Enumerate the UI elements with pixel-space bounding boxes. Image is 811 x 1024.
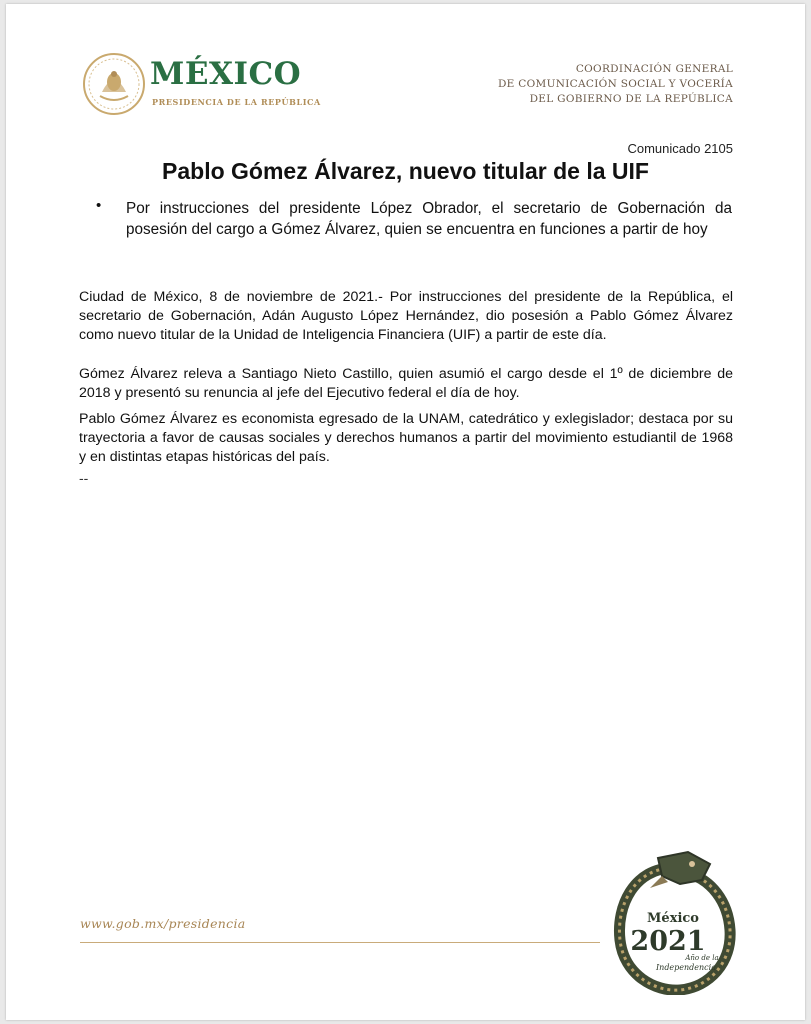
summary-bullet: Por instrucciones del presidente López Obrador, el secretario de Gobernación da posesión del cargo a Gómez Álvarez, quien se encuentra en funciones a partir de hoy <box>126 200 732 238</box>
logo-wordmark: MÉXICO <box>150 56 302 92</box>
footer-divider <box>80 942 600 943</box>
coordination-line: DEL GOBIERNO DE LA REPÚBLICA <box>529 93 733 105</box>
coordination-line: COORDINACIÓN GENERAL <box>575 63 733 75</box>
emblem-motto-2: Independencia <box>656 963 716 972</box>
footer-url: www.gob.mx/presidencia <box>80 916 246 931</box>
document-title: Pablo Gómez Álvarez, nuevo titular de la UIF <box>162 158 649 184</box>
comunicado-number: Comunicado 2105 <box>627 141 733 156</box>
mexico-2021-emblem <box>610 850 736 995</box>
mexico-coat-of-arms-icon <box>82 52 146 116</box>
body-paragraph: Ciudad de México, 8 de noviembre de 2021.- Por instrucciones del presidente de la República, el secretario de Gobernación, Adán Augusto López Hernández, dio posesión a Pablo Gómez Álvarez como nuevo titular de la Unidad de Inteligencia Financiera (UIF) a partir de este día. <box>79 289 733 343</box>
bullet-dot-icon: • <box>96 197 102 214</box>
emblem-mexico-label: México <box>647 911 699 926</box>
logo-subtitle: PRESIDENCIA DE LA REPÚBLICA <box>152 97 321 107</box>
coordination-header <box>498 62 733 107</box>
coordination-line: DE COMUNICACIÓN SOCIAL Y VOCERÍA <box>497 78 733 90</box>
body-paragraph: Gómez Álvarez releva a Santiago Nieto Castillo, quien asumió el cargo desde el 1º de diciembre de 2018 y presentó su renuncia al jefe del Ejecutivo federal el día de hoy. <box>79 366 733 401</box>
emblem-motto-1: Año de la <box>685 954 719 962</box>
end-mark: -- <box>79 470 89 486</box>
emblem-year: 2021 <box>630 926 706 957</box>
body-paragraph: Pablo Gómez Álvarez es economista egresado de la UNAM, catedrático y exlegislador; destaca por su trayectoria a favor de causas sociales y derechos humanos a partir del movimiento estudiantil de 1968 y en distintas etapas históricas del país. <box>79 411 733 465</box>
